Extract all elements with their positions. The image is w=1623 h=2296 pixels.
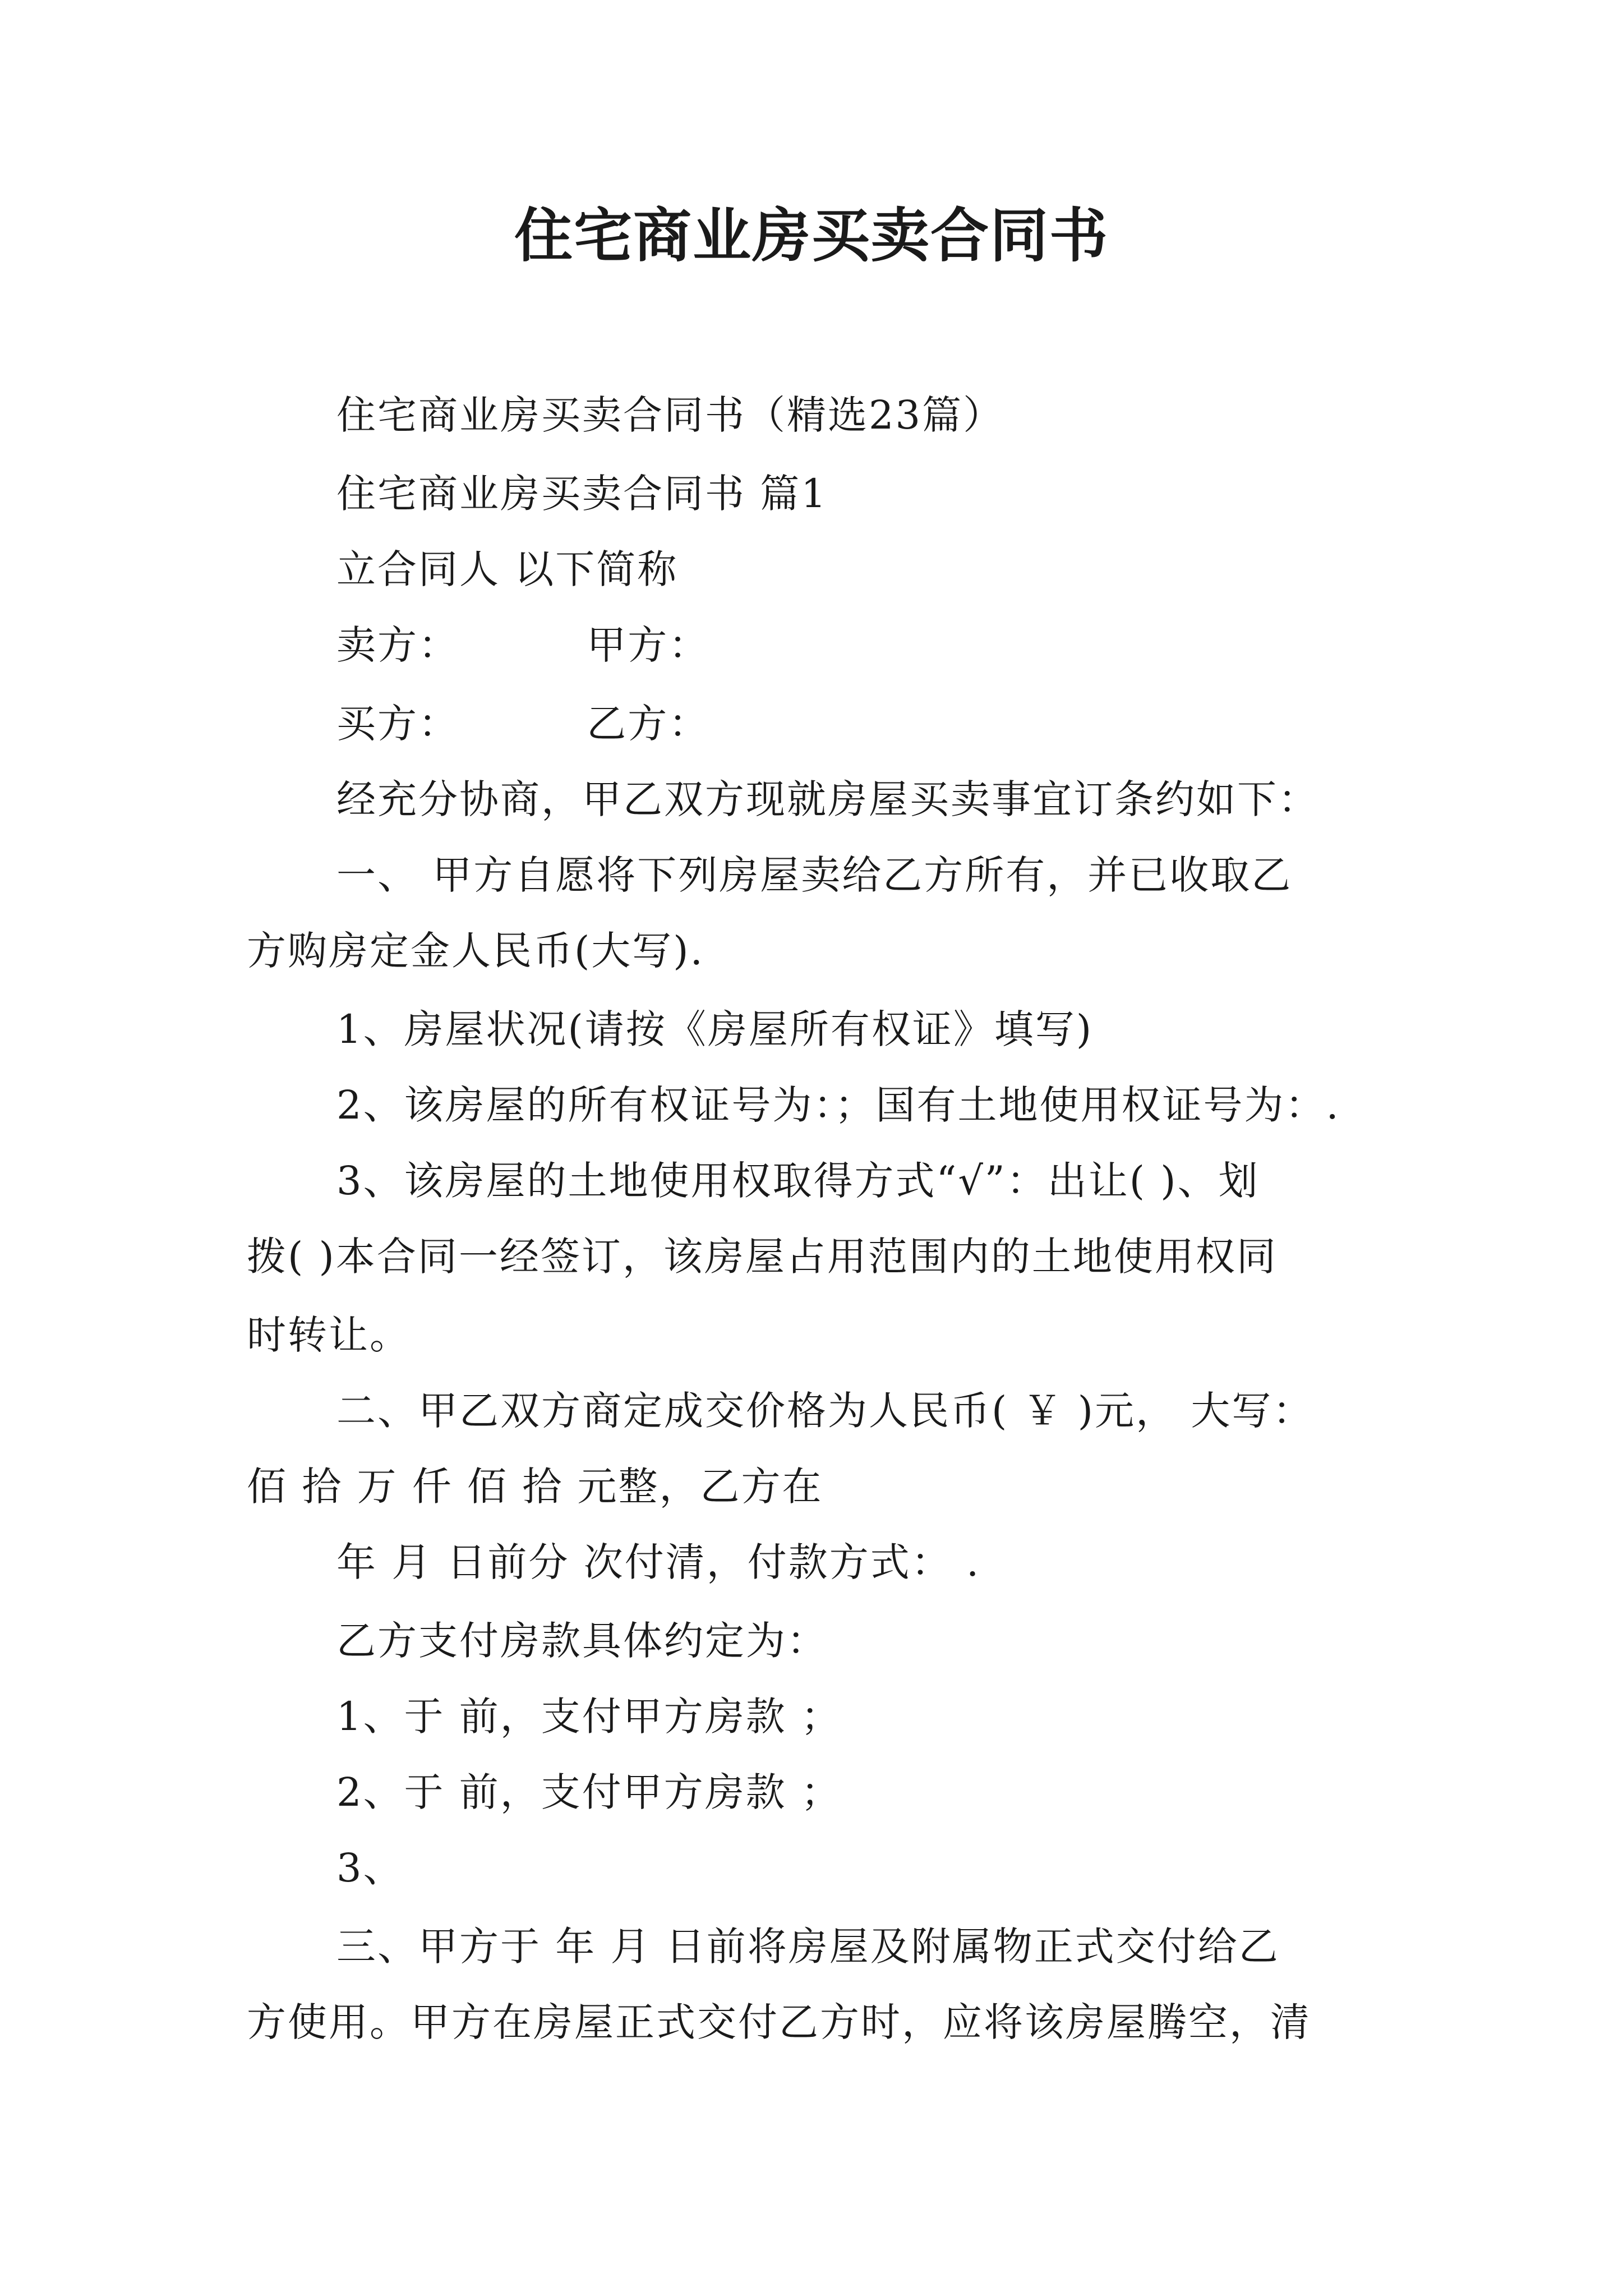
doc-line-clause-2: 二、甲乙双方商定成交价格为人民币( ￥ )元， 大写： bbox=[336, 1388, 1314, 1434]
doc-line-payment-terms: 乙方支付房款具体约定为： bbox=[336, 1618, 828, 1664]
doc-line-item-3-cont: 拨( )本合同一经签订，该房屋占用范围内的土地使用权同 bbox=[247, 1234, 1278, 1280]
doc-line-payment-1: 1、于 前，支付甲方房款 ； bbox=[336, 1694, 842, 1740]
doc-line-payment-date: 年 月 日前分 次付清，付款方式： . bbox=[336, 1539, 981, 1585]
doc-line-subtitle: 住宅商业房买卖合同书（精选23篇） bbox=[336, 392, 1004, 438]
doc-line-buyer: 买方： 乙方： bbox=[336, 701, 710, 747]
doc-line-clause-1-cont: 方购房定金人民币(大写). bbox=[247, 928, 704, 974]
doc-line-item-3: 3、该房屋的土地使用权取得方式“√”：出让( )、划 bbox=[336, 1158, 1260, 1204]
doc-line-payment-3: 3、 bbox=[336, 1845, 404, 1891]
doc-line-item-3-end: 时转让。 bbox=[247, 1312, 411, 1358]
doc-line-item-2: 2、该房屋的所有权证号为：；国有土地使用权证号为：. bbox=[336, 1082, 1340, 1128]
doc-line-section-heading: 住宅商业房买卖合同书 篇1 bbox=[336, 471, 828, 517]
doc-line-payment-2: 2、于 前，支付甲方房款 ； bbox=[336, 1769, 842, 1815]
doc-line-parties-intro: 立合同人 以下简称 bbox=[336, 546, 679, 592]
doc-line-preamble: 经充分协商，甲乙双方现就房屋买卖事宜订条约如下： bbox=[336, 776, 1319, 822]
doc-line-clause-1: 一、 甲方自愿将下列房屋卖给乙方所有，并已收取乙 bbox=[336, 852, 1293, 898]
document-title: 住宅商业房买卖合同书 bbox=[514, 201, 1109, 270]
doc-line-item-1: 1、房屋状况(请按《房屋所有权证》填写) bbox=[336, 1006, 1094, 1052]
doc-line-clause-3-cont: 方使用。甲方在房屋正式交付乙方时，应将该房屋腾空，清 bbox=[247, 1999, 1311, 2045]
doc-line-seller: 卖方： 甲方： bbox=[336, 622, 710, 668]
doc-line-clause-2-cont: 佰 拾 万 仟 佰 拾 元整，乙方在 bbox=[247, 1464, 823, 1510]
doc-line-clause-3: 三、甲方于 年 月 日前将房屋及附属物正式交付给乙 bbox=[336, 1924, 1280, 1970]
